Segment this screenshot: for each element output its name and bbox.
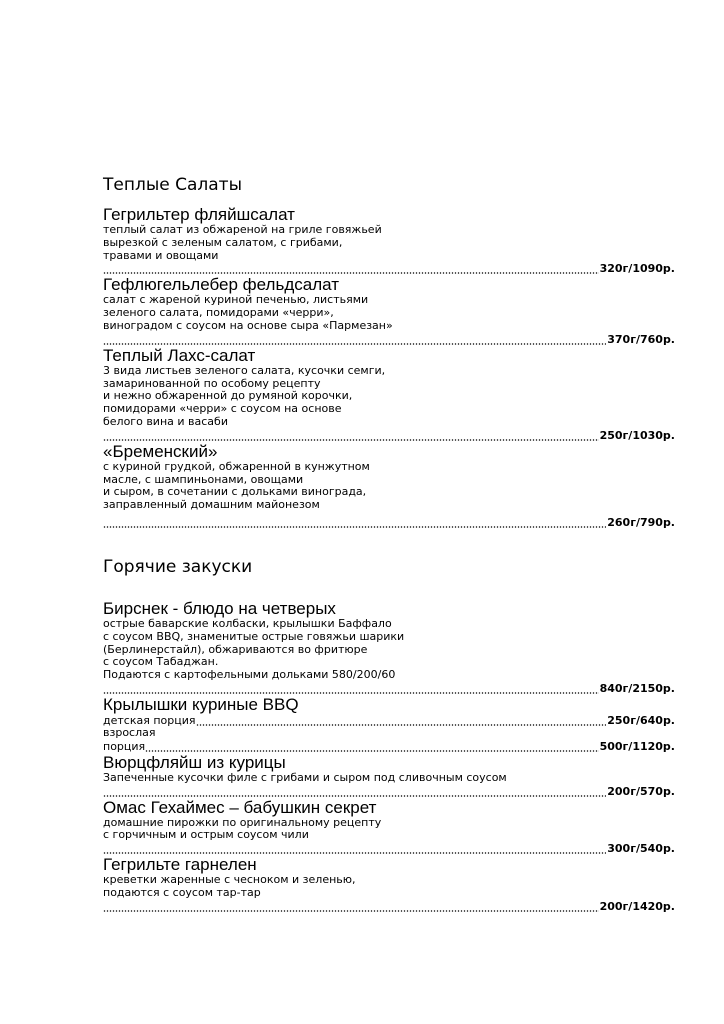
item-description-line: замаринованной по особому рецепту (103, 376, 321, 390)
dot-leader (145, 740, 598, 753)
price-line (103, 714, 675, 727)
menu-item (103, 275, 675, 345)
item-price: 250г/640р. (607, 713, 675, 727)
menu-item (103, 753, 675, 798)
item-price: 200г/570р. (607, 784, 675, 798)
dot-leader (103, 262, 599, 275)
item-description-line: белого вина и васаби (103, 414, 228, 428)
item-description-line: (Берлинерстайл), обжариваются во фритюре (103, 642, 368, 656)
price-line (103, 512, 675, 529)
item-price: 300г/540р. (607, 842, 675, 856)
dot-leader (103, 842, 606, 855)
dot-leader (103, 429, 599, 442)
menu-item (103, 442, 675, 529)
price-line (103, 262, 675, 275)
item-description-line: 3 вида листьев зеленого салата, кусочки семги, (103, 363, 386, 377)
item-name: Омас Гехаймес – бабушкин секрет (103, 797, 377, 817)
dot-leader (103, 516, 606, 529)
item-name: Бирснек - блюдо на четверых (103, 599, 336, 618)
item-name: Вюрцфляйш из курицы (103, 752, 286, 772)
item-name: Гегрильте гарнелен (103, 855, 257, 875)
portion-label: взрослая (103, 725, 156, 739)
dot-leader (103, 682, 599, 695)
item-name: Крылышки куриные BBQ (103, 694, 299, 714)
item-description-line: и нежно обжаренной до румяной корочки, (103, 389, 353, 403)
menu-item (103, 599, 675, 695)
item-description-line: острые баварские колбаски, крылышки Баффало (103, 617, 392, 630)
dot-leader (103, 900, 599, 913)
item-description-line: заправленный домашним майонезом (103, 498, 320, 512)
item-description-line: травами и овощами (103, 248, 219, 262)
item-description-line: и сыром, в сочетании с дольками винограда, (103, 485, 367, 499)
item-price: 840г/2150р. (599, 681, 675, 695)
item-description-line: салат с жареной куриной печенью, листьями (103, 293, 369, 307)
price-line (103, 740, 675, 753)
section-title: Теплые Салаты (103, 175, 243, 195)
item-description-line: домашние пирожки по оригинальному рецепту (103, 815, 382, 829)
portion-label: порция (103, 739, 146, 753)
item-description-line: Подаются с картофельными дольками 580/200/60 (103, 668, 396, 682)
item-description-line: с куриной грудкой, обжаренной в кунжутном (103, 459, 370, 473)
menu-item (103, 346, 675, 442)
price-line (103, 682, 675, 695)
item-description-line: подаются с соусом тар-тар (103, 885, 261, 899)
dot-leader (103, 785, 606, 798)
menu-item (103, 205, 675, 275)
menu-item (103, 855, 675, 913)
price-line (103, 785, 675, 798)
item-description-line: Запеченные кусочки филе с грибами и сыром под сливочным соусом (103, 770, 507, 784)
price-line (103, 842, 675, 855)
portion-label: детская порция (103, 713, 196, 727)
item-price: 500г/1120р. (599, 739, 675, 753)
item-description-line: зеленого салата, помидорами «черри», (103, 306, 334, 320)
item-price: 260г/790р. (607, 515, 675, 529)
dot-leader (196, 714, 607, 727)
item-description-line: теплый салат из обжареной на гриле говяжьей (103, 223, 382, 236)
item-description-line: масле, с шампиньонами, овощами (103, 472, 304, 486)
item-price: 370г/760р. (607, 332, 675, 346)
item-description-line: с соусом BBQ, знаменитые острые говяжьи шарики (103, 629, 405, 643)
section-warm-salads (103, 174, 675, 529)
price-line (103, 333, 675, 346)
item-price: 320г/1090р. (599, 262, 675, 276)
item-description-line: виноградом с соусом на основе сыра «Пармезан» (103, 318, 393, 332)
item-description-line: креветки жаренные с чесноком и зеленью, (103, 873, 356, 887)
menu-item (103, 695, 675, 753)
price-line (103, 900, 675, 913)
price-line (103, 429, 675, 442)
section-hot-appetizers (103, 556, 675, 913)
item-description-line: вырезкой с зеленым салатом, с грибами, (103, 235, 343, 249)
dot-leader (103, 333, 606, 346)
item-description-line: с соусом Табаджан. (103, 655, 219, 669)
item-name: Теплый Лахс-салат (103, 345, 256, 365)
item-price: 200г/1420р. (599, 899, 675, 913)
item-name: «Бременский» (103, 441, 218, 461)
item-name: Гефлюгельлебер фельдсалат (103, 275, 339, 295)
section-title: Горячие закуски (103, 557, 253, 577)
item-name: Гегрильтер фляйшсалат (103, 205, 295, 224)
menu-item (103, 798, 675, 856)
item-price: 250г/1030р. (599, 428, 675, 442)
item-description-line: помидорами «черри» с соусом на основе (103, 402, 342, 416)
item-description-line: с горчичным и острым соусом чили (103, 828, 309, 842)
